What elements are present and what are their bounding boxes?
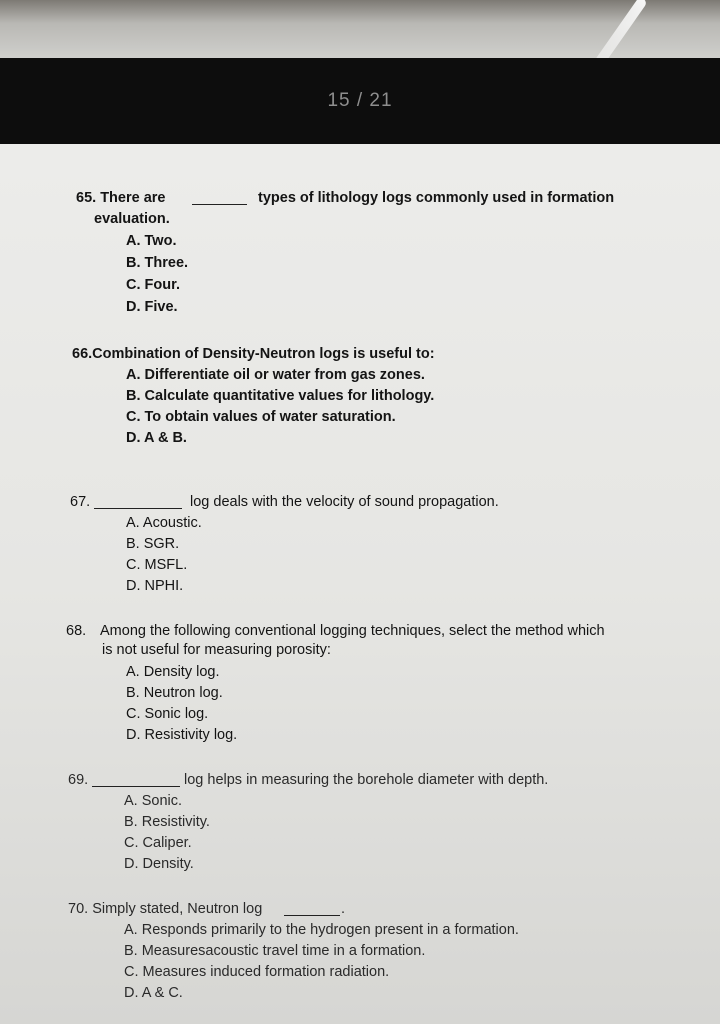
option-d: D. Five. (126, 299, 178, 315)
document-page (0, 144, 720, 1024)
option-b: B. Measuresacoustic travel time in a formation. (124, 943, 426, 959)
option-c: C. Sonic log. (126, 706, 209, 722)
question-stem: Among the following conventional logging techniques, select the method which (100, 623, 605, 639)
question-number: 70. (68, 901, 89, 917)
question-number: 67. (70, 494, 91, 510)
option-d: D. Density. (124, 856, 194, 872)
option-a: A. Density log. (126, 664, 220, 680)
option-c: C. MSFL. (126, 557, 188, 573)
question-number: 68. (66, 623, 87, 639)
answer-blank (92, 774, 180, 787)
option-b: B. Three. (126, 255, 189, 271)
option-c: C. Measures induced formation radiation. (124, 964, 390, 980)
option-b: B. Neutron log. (126, 685, 223, 701)
question-stem-end: types of lithology logs commonly used in formation (258, 190, 615, 206)
option-a: A. Acoustic. (126, 515, 202, 531)
option-a: A. Two. (126, 233, 177, 249)
option-d: D. A & C. (124, 985, 183, 1001)
question-stem-continued: evaluation. (94, 211, 170, 227)
question-stem-end: . (341, 901, 346, 917)
option-a: A. Responds primarily to the hydrogen present in a formation. (124, 922, 519, 938)
option-d: D. A & B. (126, 430, 187, 446)
option-a: A. Sonic. (124, 793, 183, 809)
option-d: D. NPHI. (126, 578, 184, 594)
option-b: B. Calculate quantitative values for lithology. (126, 388, 435, 404)
option-a: A. Differentiate oil or water from gas zones. (126, 367, 425, 383)
answer-blank (94, 496, 182, 509)
answer-blank (284, 903, 340, 916)
question-stem: Combination of Density-Neutron logs is useful to: (92, 346, 435, 362)
option-d: D. Resistivity log. (126, 727, 238, 743)
page-counter: 15 / 21 (327, 90, 393, 111)
question-number: 66. (72, 346, 93, 362)
option-c: C. To obtain values of water saturation. (126, 409, 396, 425)
question-number: 69. (68, 772, 89, 788)
question-stem: log helps in measuring the borehole diameter with depth. (184, 772, 549, 788)
question-stem-start: There are (100, 190, 166, 206)
answer-blank (192, 192, 247, 205)
question-number: 65. (76, 190, 97, 206)
option-b: B. SGR. (126, 536, 180, 552)
question-stem-continued: is not useful for measuring porosity: (102, 642, 331, 658)
option-c: C. Four. (126, 277, 180, 293)
option-c: C. Caliper. (124, 835, 192, 851)
question-stem: Simply stated, Neutron log (92, 901, 263, 917)
question-stem: log deals with the velocity of sound propagation. (190, 494, 499, 510)
option-b: B. Resistivity. (124, 814, 210, 830)
